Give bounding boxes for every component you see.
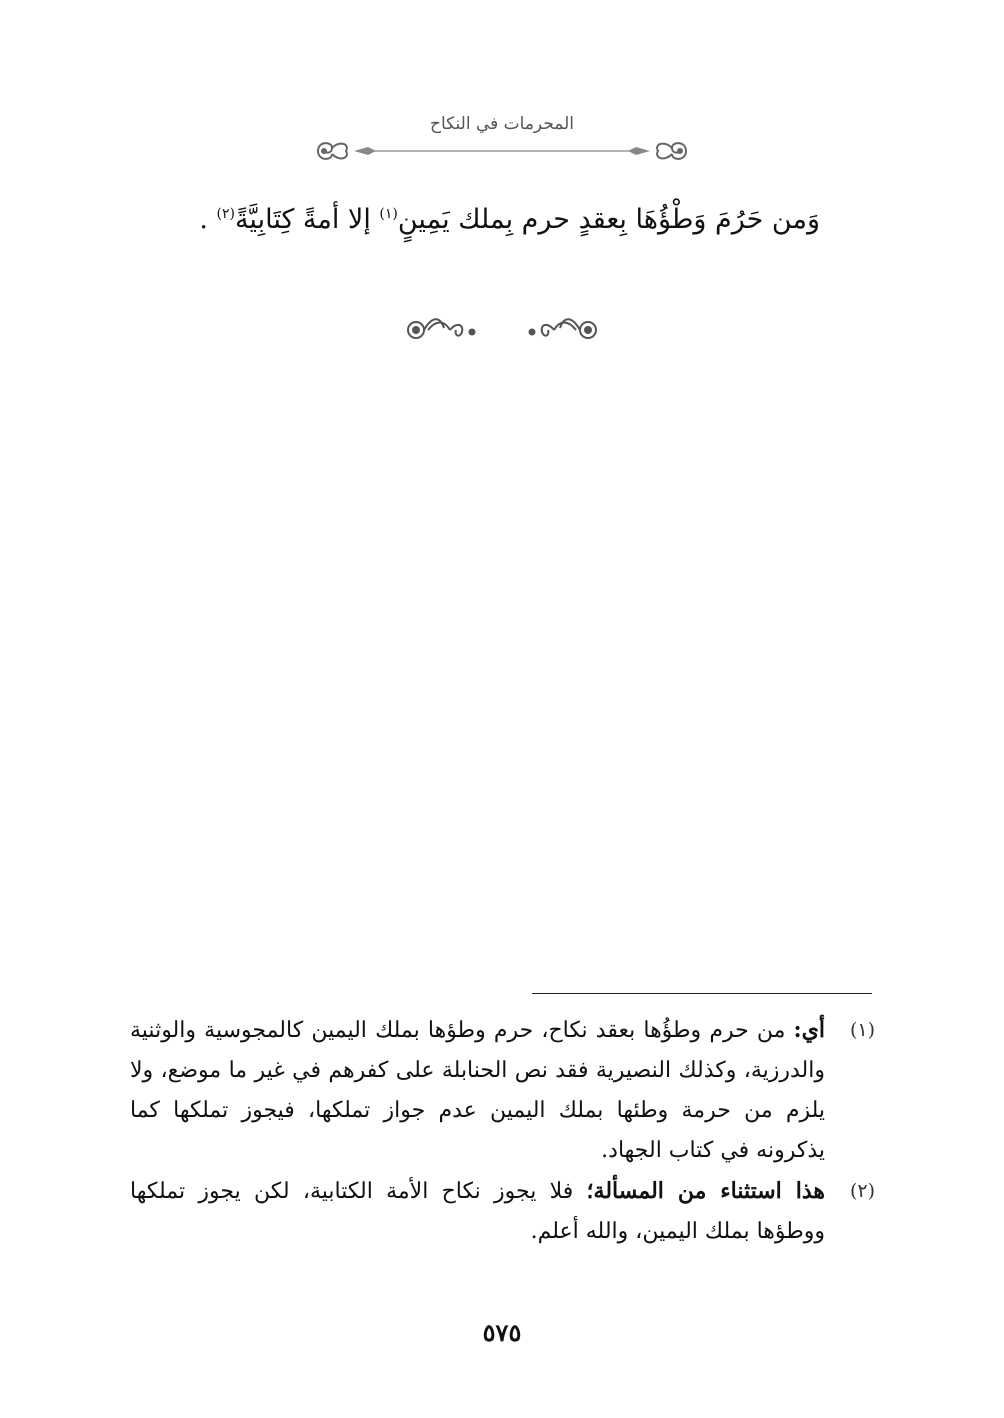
main-matn-text — [150, 198, 820, 242]
footnote-text-1: من حرم وطؤُها بعقد نكاح، حرم وطؤها بملك اليمين كالمجوسية والوثنية والدرزية، وكذلك النصيرية فقد نص الحنابلة على كفرهم في غير ما موضع، ولا يلزم من حرمة وطئها بملك اليمين عدم جواز تملكها، فيجوز تملكها كما يذكرونه في كتاب الجهاد. — [130, 1018, 825, 1163]
header-ornament-rule — [310, 136, 694, 166]
footnote-number-1: (١) — [849, 1019, 875, 1041]
footnote-separator — [532, 993, 872, 994]
footnote-ref-1[interactable]: (١) — [379, 206, 398, 222]
footnote-ref-2[interactable]: (٢) — [216, 206, 235, 222]
footnote-lead-2: هذا استثناء من المسألة؛ — [586, 1178, 825, 1204]
running-header-title: المحرمات في النكاح — [429, 114, 575, 134]
section-end-ornament — [400, 312, 604, 348]
footnote-number-2: (٢) — [849, 1180, 875, 1202]
matn-text-before: وَمن حَرُمَ وَطْؤُهَا بِعقدٍ حرم بِملك يَمِينٍ — [397, 204, 820, 235]
matn-text-middle: إلا أمةً كِتَابِيَّةً — [234, 204, 380, 235]
footnote-lead-1: أي: — [793, 1017, 825, 1043]
footnote-2 — [130, 1171, 875, 1252]
footnote-1 — [130, 1010, 875, 1171]
footnotes-block — [130, 1010, 875, 1252]
matn-text-after: . — [199, 204, 217, 235]
page-number: ٥٧٥ — [482, 1318, 522, 1347]
footnote-text-2: فلا يجوز نكاح الأمة الكتابية، لكن يجوز تملكها ووطؤها بملك اليمين، والله أعلم. — [130, 1179, 825, 1244]
